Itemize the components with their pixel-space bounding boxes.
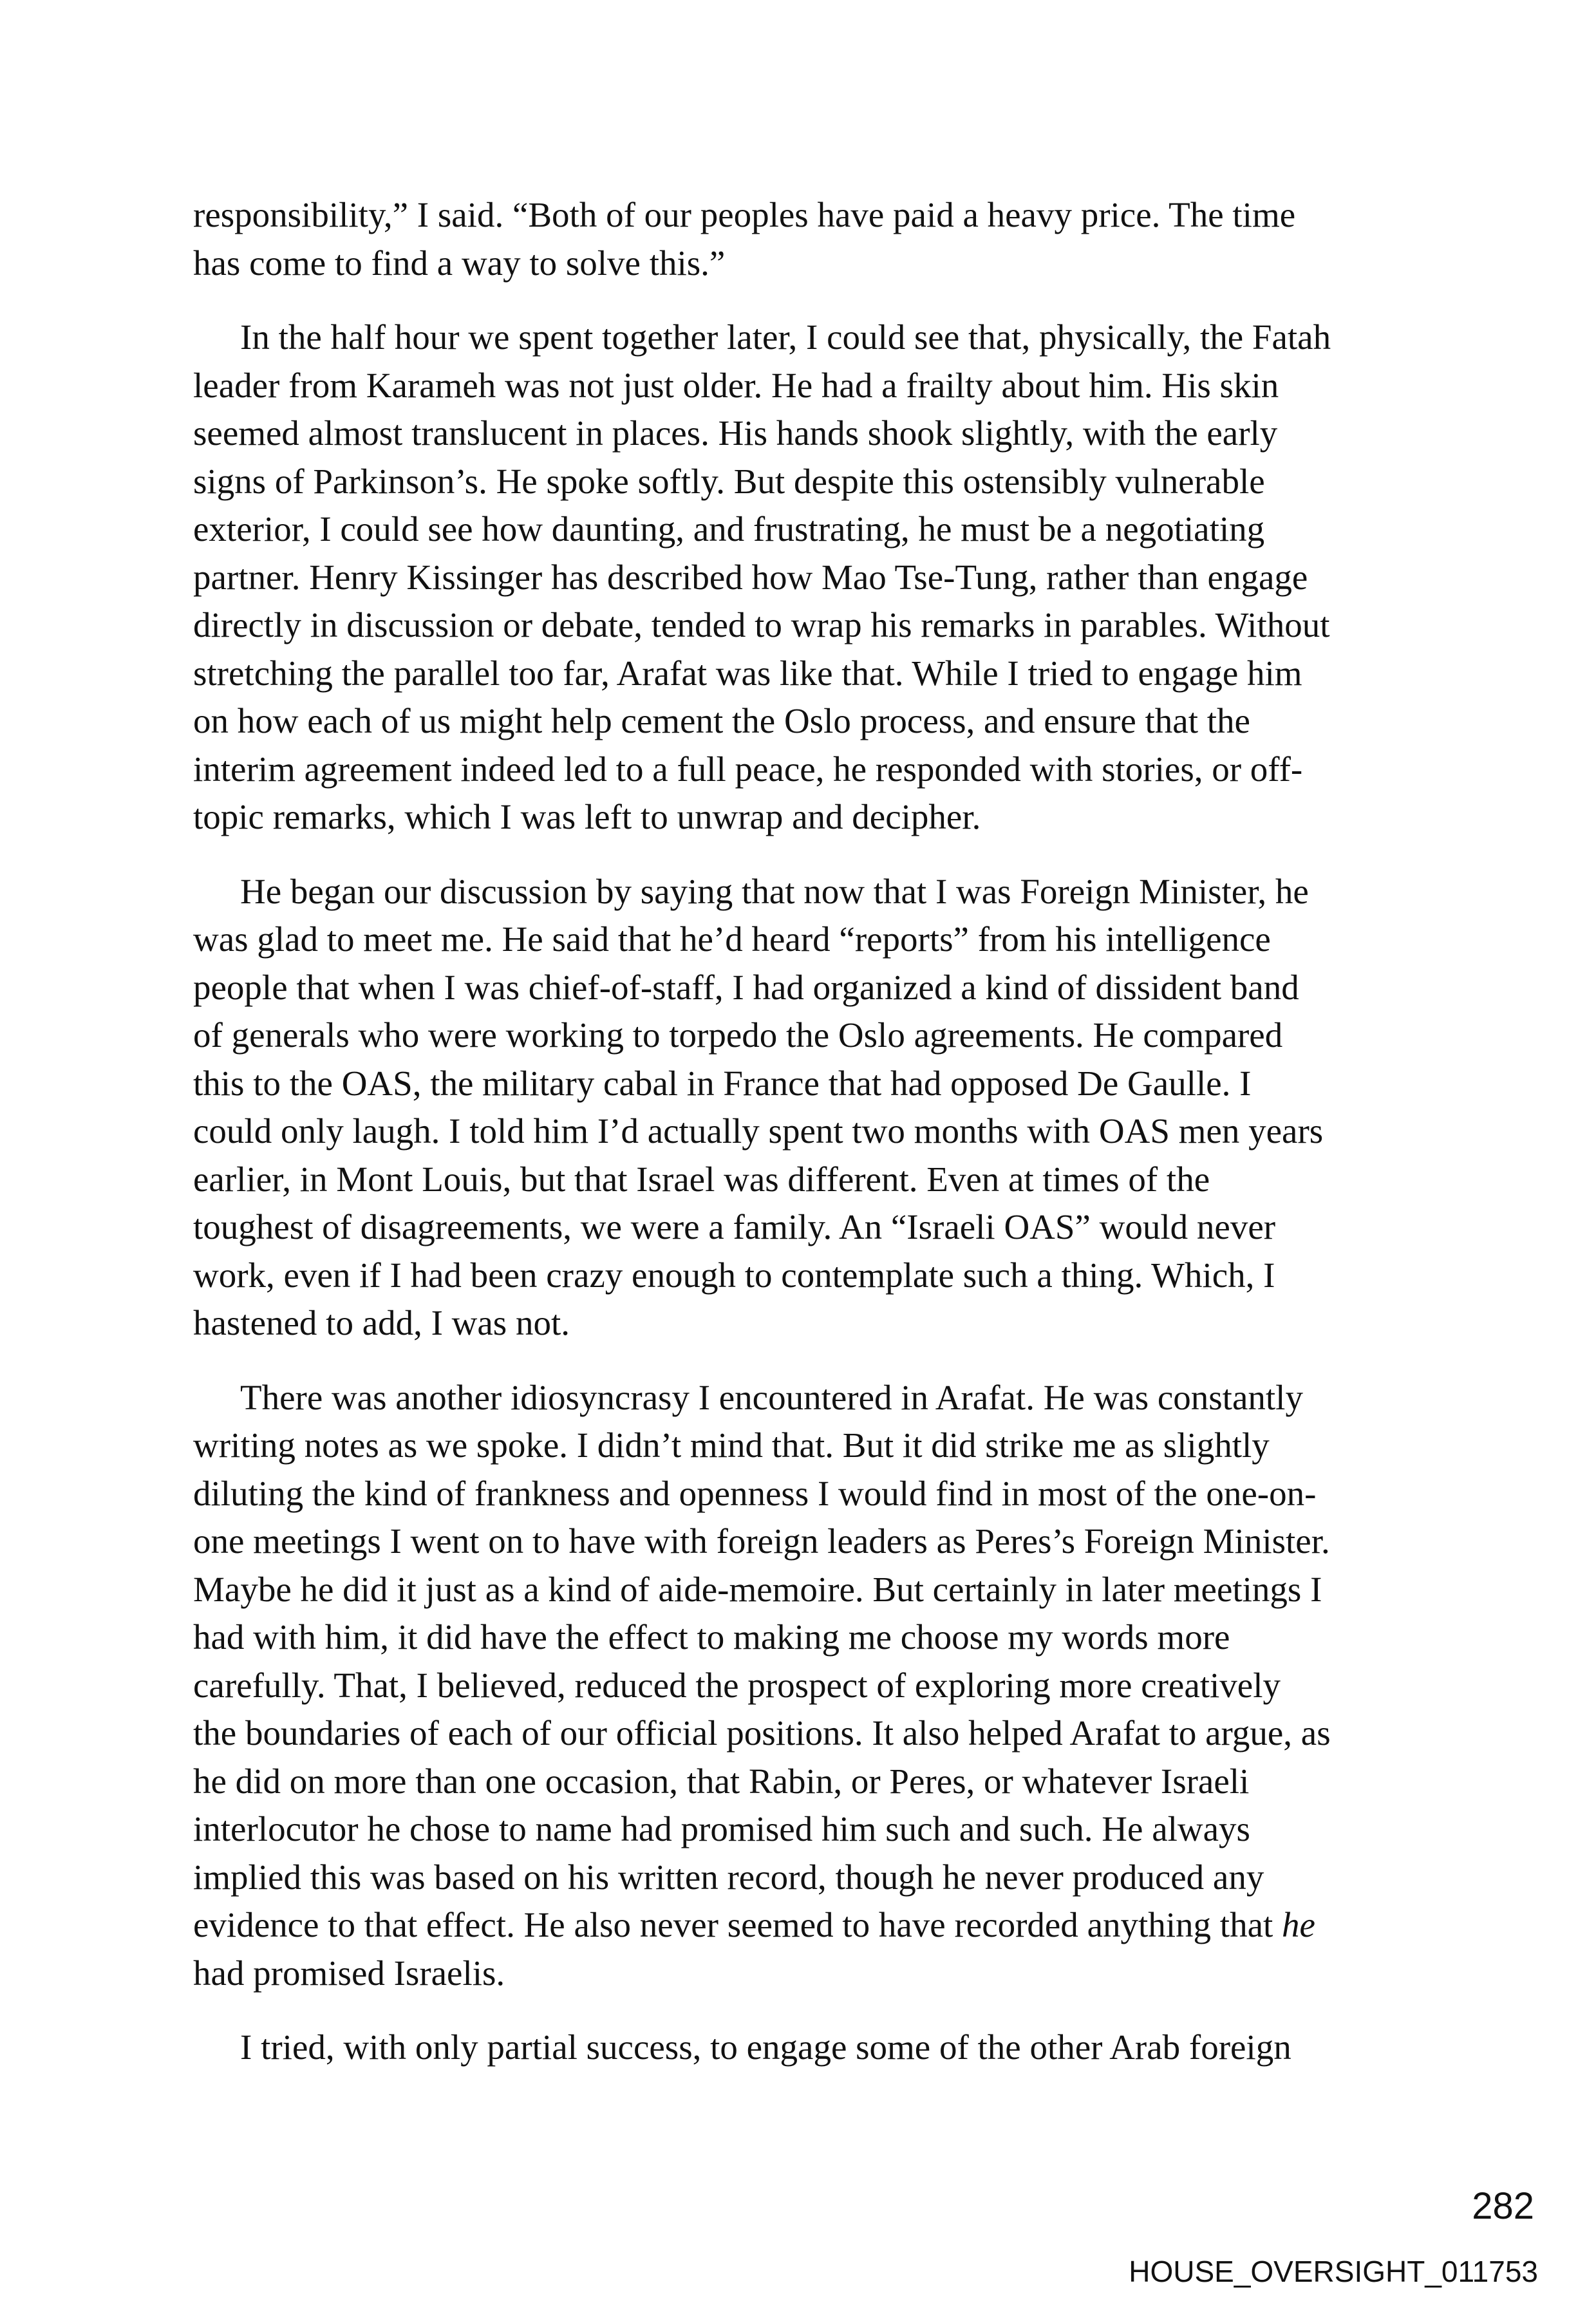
- text-line: the boundaries of each of our official positions. It also helped Arafat to argue, as: [193, 1713, 1331, 1753]
- text-line: this to the OAS, the military cabal in France that had opposed De Gaulle. I: [193, 1063, 1252, 1103]
- text-line: on how each of us might help cement the Oslo process, and ensure that the: [193, 701, 1250, 740]
- page-number: 282: [1472, 2185, 1534, 2227]
- paragraph-3: [193, 868, 1416, 1348]
- text-line: directly in discussion or debate, tended to wrap his remarks in parables. Without: [193, 605, 1330, 644]
- text-line: topic remarks, which I was left to unwrap and decipher.: [193, 797, 981, 836]
- paragraph-2: [193, 314, 1416, 841]
- text-line: signs of Parkinson’s. He spoke softly. But despite this ostensibly vulnerable: [193, 461, 1265, 501]
- text-line: Maybe he did it just as a kind of aide-memoire. But certainly in later meetings I: [193, 1569, 1322, 1609]
- text-line: I tried, with only partial success, to engage some of the other Arab foreign: [240, 2027, 1291, 2067]
- text-line: work, even if I had been crazy enough to contemplate such a thing. Which, I: [193, 1255, 1275, 1295]
- text-line: partner. Henry Kissinger has described how Mao Tse-Tung, rather than engage: [193, 557, 1308, 597]
- text-line: he did on more than one occasion, that Rabin, or Peres, or whatever Israeli: [193, 1761, 1250, 1801]
- text-line: carefully. That, I believed, reduced the prospect of exploring more creatively: [193, 1665, 1281, 1705]
- body-text: [193, 191, 1416, 2098]
- text-line: In the half hour we spent together later, I could see that, physically, the Fatah: [240, 317, 1331, 357]
- text-line: could only laugh. I told him I’d actually spent two months with OAS men years: [193, 1111, 1324, 1151]
- text-line: [193, 1901, 1416, 1950]
- text-line: earlier, in Mont Louis, but that Israel was different. Even at times of the: [193, 1159, 1210, 1199]
- text-line: exterior, I could see how daunting, and frustrating, he must be a negotiating: [193, 509, 1265, 549]
- text-line-content: evidence to that effect. He also never seemed to have recorded anything that: [193, 1905, 1282, 1944]
- text-line: stretching the parallel too far, Arafat was like that. While I tried to engage him: [193, 653, 1302, 693]
- text-line: seemed almost translucent in places. His hands shook slightly, with the early: [193, 413, 1278, 453]
- italic-emphasis: he: [1282, 1905, 1315, 1944]
- text-line: toughest of disagreements, we were a family. An “Israeli OAS” would never: [193, 1207, 1276, 1246]
- text-line: hastened to add, I was not.: [193, 1303, 570, 1342]
- text-line: There was another idiosyncrasy I encountered in Arafat. He was constantly: [240, 1377, 1303, 1417]
- paragraph-4: [193, 1374, 1416, 1998]
- text-line: people that when I was chief-of-staff, I had organized a kind of dissident band: [193, 967, 1299, 1007]
- text-line: was glad to meet me. He said that he’d heard “reports” from his intelligence: [193, 919, 1271, 959]
- text-line: implied this was based on his written record, though he never produced any: [193, 1857, 1264, 1897]
- text-line: responsibility,” I said. “Both of our peoples have paid a heavy price. The time: [193, 195, 1296, 234]
- text-line: writing notes as we spoke. I didn’t mind that. But it did strike me as slightly: [193, 1425, 1270, 1465]
- paragraph-1: [193, 191, 1416, 287]
- text-line: had with him, it did have the effect to making me choose my words more: [193, 1617, 1230, 1657]
- document-footer-id: HOUSE_OVERSIGHT_011753: [1129, 2255, 1538, 2288]
- text-line: one meetings I went on to have with foreign leaders as Peres’s Foreign Minister.: [193, 1521, 1330, 1561]
- text-line: leader from Karameh was not just older. He had a frailty about him. His skin: [193, 365, 1279, 405]
- text-line: of generals who were working to torpedo the Oslo agreements. He compared: [193, 1015, 1283, 1055]
- text-line: He began our discussion by saying that now that I was Foreign Minister, he: [240, 871, 1309, 911]
- text-line: had promised Israelis.: [193, 1953, 505, 1993]
- text-line: interlocutor he chose to name had promised him such and such. He always: [193, 1809, 1250, 1848]
- text-line: interim agreement indeed led to a full peace, he responded with stories, or off-: [193, 749, 1303, 789]
- text-line: diluting the kind of frankness and openness I would find in most of the one-on-: [193, 1473, 1317, 1513]
- text-line: has come to find a way to solve this.”: [193, 243, 726, 283]
- paragraph-5: [193, 2024, 1416, 2072]
